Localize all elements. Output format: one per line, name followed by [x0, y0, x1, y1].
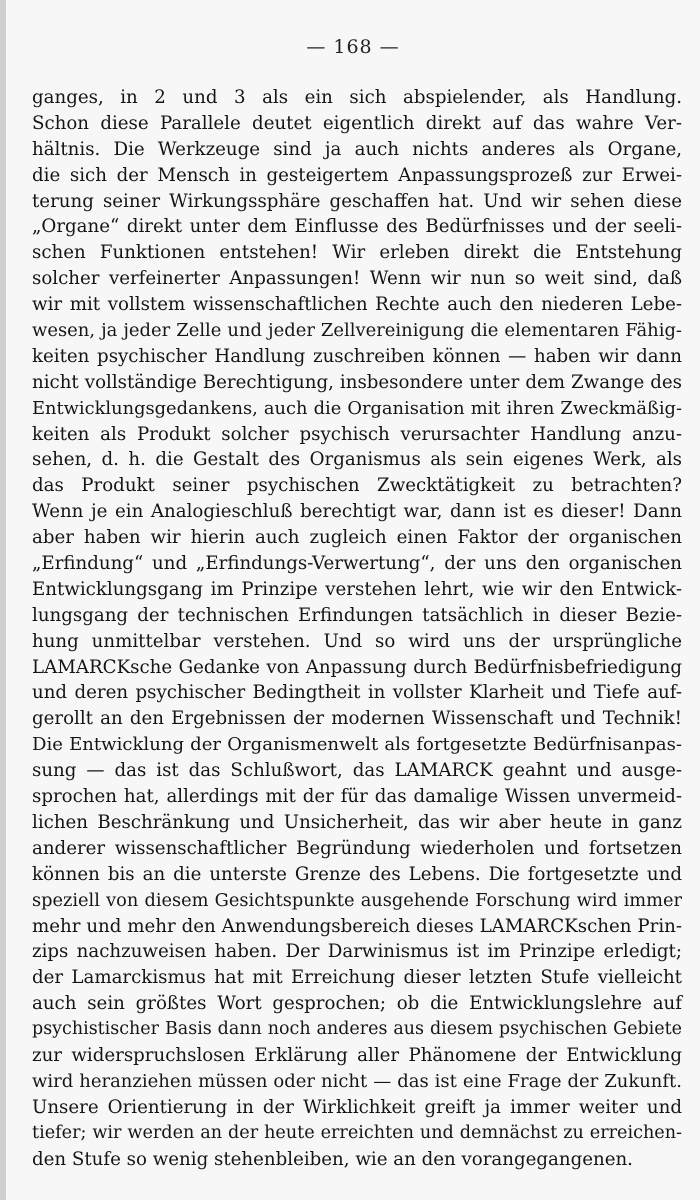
text-line: können bis an die unterste Grenze des Lebens. Die fortgesetzte und	[32, 863, 682, 885]
text-line: wesen, ja jeder Zelle und jeder Zellvereinigung die elementaren Fähig-	[32, 320, 682, 342]
text-line: nicht vollständige Berechtigung, insbesondere unter dem Zwange des	[32, 371, 682, 393]
text-line: sung — das ist das Schlußwort, das LAMARCK geahnt und ausge-	[32, 760, 682, 782]
text-line: Unsere Orientierung in der Wirklichkeit greift ja immer weiter und	[32, 1096, 682, 1118]
text-line: Entwicklungsgedankens, auch die Organisation mit ihren Zweckmäßig-	[32, 397, 682, 419]
text-line: der Lamarckismus hat mit Erreichung dieser letzten Stufe vielleicht	[32, 967, 682, 989]
text-line: hung unmittelbar verstehen. Und so wird uns der ursprüngliche	[32, 630, 682, 652]
body-text	[32, 85, 682, 1172]
text-line: das Produkt seiner psychischen Zwecktätigkeit zu betrachten?	[32, 475, 682, 497]
text-line: keiten als Produkt solcher psychisch verursachter Handlung anzu-	[32, 423, 682, 445]
text-line: LAMARCKsche Gedanke von Anpassung durch Bedürfnisbefriedigung	[32, 656, 682, 678]
text-line: gerollt an den Ergebnissen der modernen Wissenschaft und Technik!	[32, 708, 682, 730]
text-line: lichen Beschränkung und Unsicherheit, das wir aber heute in ganz	[32, 811, 682, 833]
text-line: aber haben wir hierin auch zugleich einen Faktor der organischen	[32, 527, 682, 549]
text-line: zips nachzuweisen haben. Der Darwinismus ist im Prinzipe erledigt;	[32, 941, 682, 963]
text-line: mehr und mehr den Anwendungsbereich dieses LAMARCKschen Prin-	[32, 915, 682, 937]
text-line: psychistischer Basis dann noch anderes aus diesem psychischen Gebiete	[32, 1019, 682, 1040]
text-line: Wenn je ein Analogieschluß berechtigt war, dann ist es dieser! Dann	[32, 501, 682, 523]
text-line: Die Entwicklung der Organismenwelt als fortgesetzte Bedürfnisanpas-	[32, 734, 682, 756]
text-line: die sich der Mensch in gesteigertem Anpassungsprozeß zur Erwei-	[32, 164, 682, 186]
text-line: lungsgang der technischen Erfindungen tatsächlich in dieser Bezie-	[32, 604, 682, 626]
text-line: wird heranziehen müssen oder nicht — das ist eine Frage der Zukunft.	[32, 1070, 682, 1092]
text-line: und deren psychischer Bedingtheit in vollster Klarheit und Tiefe auf-	[32, 682, 682, 704]
text-line: auch sein größtes Wort gesprochen; ob die Entwicklungslehre auf	[32, 993, 682, 1015]
text-line: ganges, in 2 und 3 als ein sich abspielender, als Handlung.	[32, 87, 682, 108]
text-line: „Erfindung“ und „Erfindungs-Verwertung“, der uns den organischen	[32, 553, 682, 575]
text-line: tiefer; wir werden an der heute erreichten und demnächst zu erreichen-	[32, 1122, 682, 1143]
text-line: hältnis. Die Werkzeuge sind ja auch nichts anderes als Organe,	[32, 138, 682, 160]
text-line: speziell von diesem Gesichtspunkte ausgehende Forschung wird immer	[32, 889, 682, 911]
text-line: zur widerspruchslosen Erklärung aller Phänomene der Entwicklung	[32, 1044, 682, 1066]
text-line: wir mit vollstem wissenschaftlichen Rechte auch den niederen Lebe-	[32, 294, 682, 316]
text-line: sprochen hat, allerdings mit der für das damalige Wissen unvermeid-	[32, 786, 682, 808]
text-line: solcher verfeinerter Anpassungen! Wenn wir nun so weit sind, daß	[32, 268, 682, 290]
page-number: — 168 —	[306, 36, 400, 58]
text-line: sehen, d. h. die Gestalt des Organismus als sein eigenes Werk, als	[32, 449, 682, 471]
text-line: Schon diese Parallele deutet eigentlich direkt auf das wahre Ver-	[32, 112, 682, 134]
text-line: anderer wissenschaftlicher Begründung wiederholen und fortsetzen	[32, 837, 682, 859]
text-line: Entwicklungsgang im Prinzipe verstehen lehrt, wie wir den Entwick-	[32, 578, 682, 600]
text-line: keiten psychischer Handlung zuschreiben können — haben wir dann	[32, 345, 682, 367]
text-line: „Organe“ direkt unter dem Einflusse des Bedürfnisses und der seeli-	[32, 216, 682, 238]
text-line: den Stufe so wenig stehenbleiben, wie an den vorangegangenen.	[32, 1148, 633, 1170]
text-line: schen Funktionen entstehen! Wir erleben direkt die Entstehung	[32, 242, 682, 264]
text-line: terung seiner Wirkungssphäre geschaffen hat. Und wir sehen diese	[32, 190, 682, 212]
